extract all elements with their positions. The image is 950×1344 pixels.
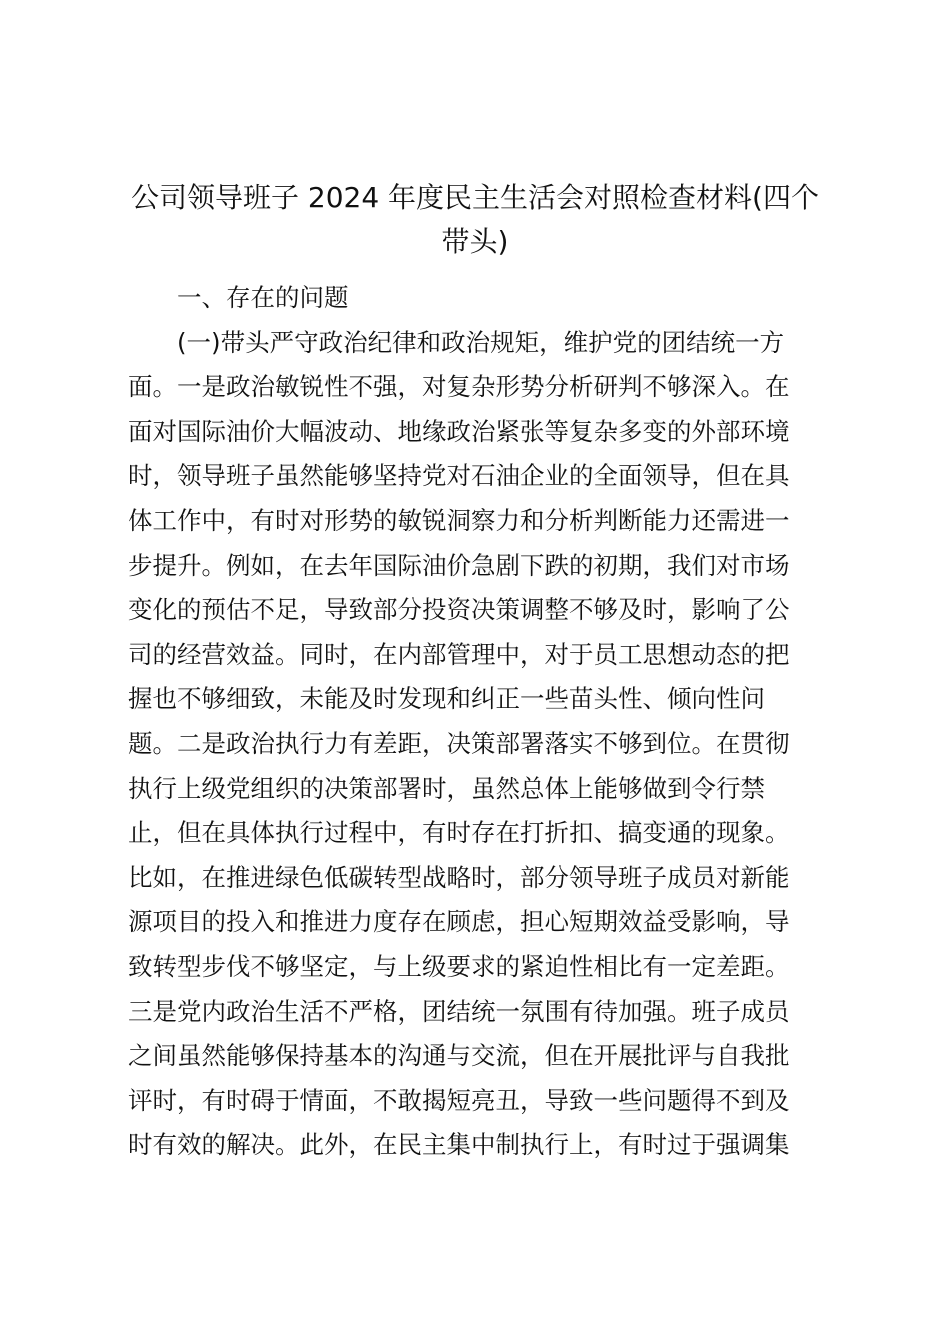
body-line: 题。二是政治执行力有差距，决策部署落实不够到位。在贯彻 xyxy=(128,729,790,758)
body-line: 评时，有时碍于情面，不敢揭短亮丑，导致一些问题得不到及 xyxy=(128,1086,790,1115)
body-line: 面对国际油价大幅波动、地缘政治紧张等复杂多变的外部环境 xyxy=(128,417,790,446)
body-line: 三是党内政治生活不严格，团结统一氛围有待加强。班子成员 xyxy=(128,997,790,1026)
body-line: 致转型步伐不够坚定，与上级要求的紧迫性相比有一定差距。 xyxy=(128,952,790,981)
body-line: 司的经营效益。同时，在内部管理中，对于员工思想动态的把 xyxy=(128,640,790,669)
body-line: (一)带头严守政治纪律和政治规矩，维护党的团结统一方 xyxy=(177,328,785,357)
body-line: 握也不够细致，未能及时发现和纠正一些苗头性、倾向性问 xyxy=(128,684,765,713)
body-line: 步提升。例如，在去年国际油价急剧下跌的初期，我们对市场 xyxy=(128,551,790,580)
title-line-2: 带头) xyxy=(441,225,509,258)
body-line: 时，领导班子虽然能够坚持党对石油企业的全面领导，但在具 xyxy=(128,461,790,490)
body-line: 变化的预估不足，导致部分投资决策调整不够及时，影响了公 xyxy=(128,595,790,624)
body-line: 面。一是政治敏锐性不强，对复杂形势分析研判不够深入。在 xyxy=(128,372,790,401)
title-line-1: 公司领导班子 2024 年度民主生活会对照检查材料(四个 xyxy=(131,181,819,214)
body-line: 体工作中，有时对形势的敏锐洞察力和分析判断能力还需进一 xyxy=(128,506,790,535)
section-heading: 一、存在的问题 xyxy=(177,283,349,312)
body-line: 时有效的解决。此外，在民主集中制执行上，有时过于强调集 xyxy=(128,1130,790,1159)
body-line: 比如，在推进绿色低碳转型战略时，部分领导班子成员对新能 xyxy=(128,863,790,892)
body-line: 之间虽然能够保持基本的沟通与交流，但在开展批评与自我批 xyxy=(128,1041,790,1070)
body-line: 止，但在具体执行过程中，有时存在打折扣、搞变通的现象。 xyxy=(128,818,790,847)
body-line: 源项目的投入和推进力度存在顾虑，担心短期效益受影响，导 xyxy=(128,907,790,936)
document-title xyxy=(120,176,830,264)
body-line: 执行上级党组织的决策部署时，虽然总体上能够做到令行禁 xyxy=(128,774,765,803)
